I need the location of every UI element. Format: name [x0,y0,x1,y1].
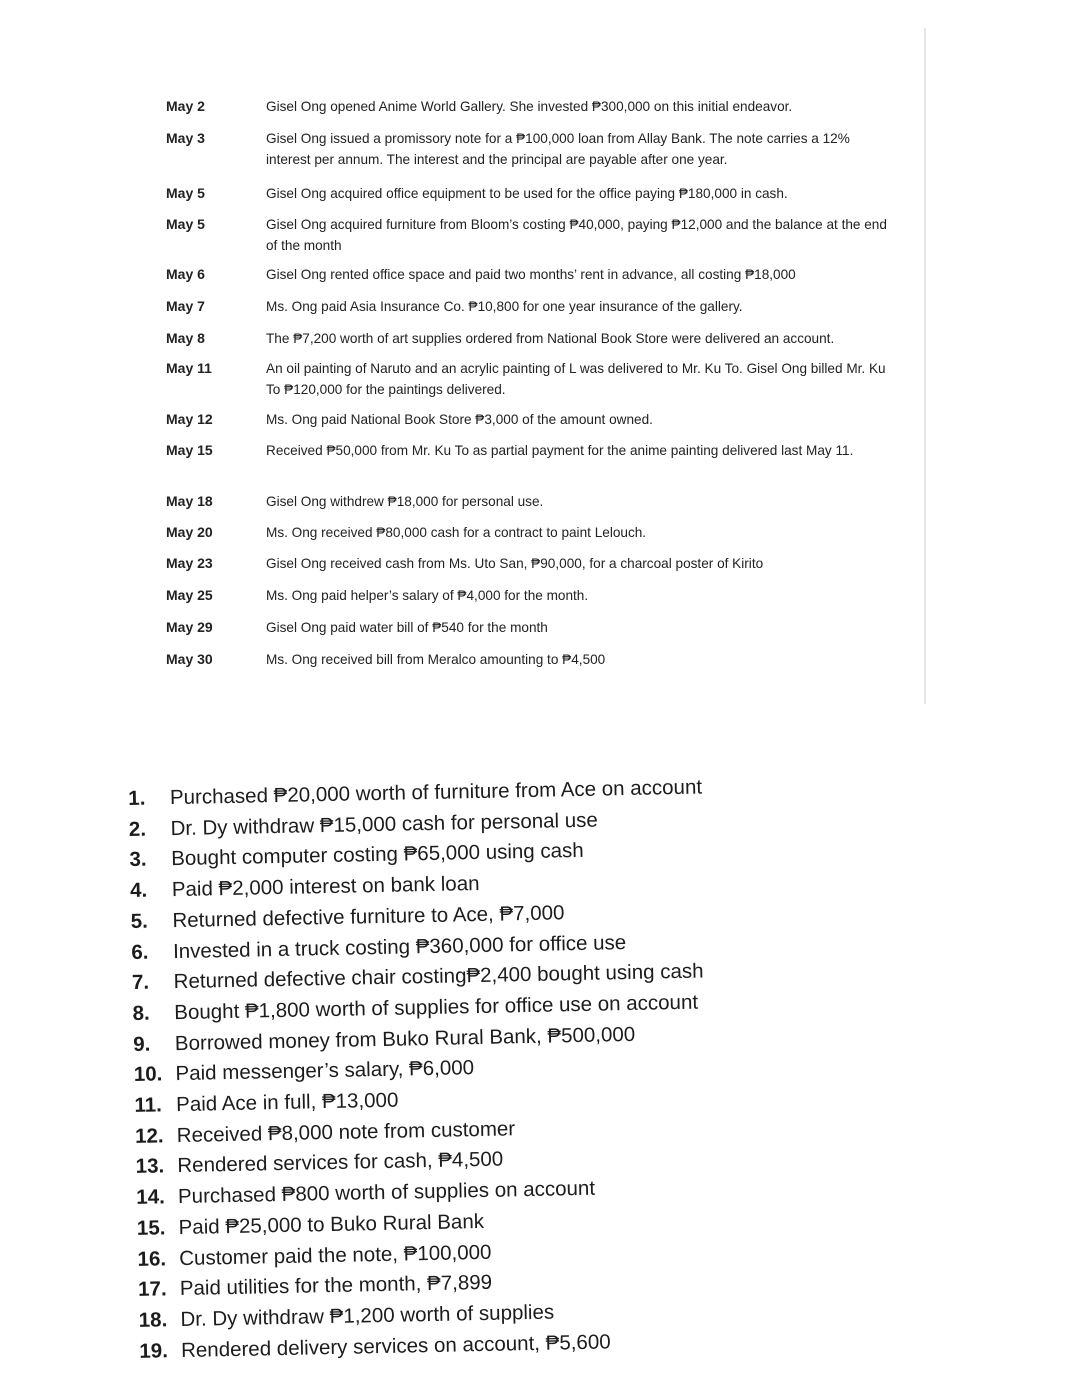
transaction-description: Received ₱50,000 from Mr. Ku To as partial payment for the anime painting delivered last May 11. [266,443,854,458]
list-item-text: Paid messenger’s salary, ₱6,000 [175,1056,475,1086]
list-item-number: 1. [128,786,146,810]
list-item-text: Borrowed money from Buko Rural Bank, ₱500,000 [174,1022,636,1055]
list-item-text: Rendered services for cash, ₱4,500 [177,1147,504,1178]
list-item-number: 11. [134,1093,163,1117]
transaction-date: May 5 [166,216,205,232]
list-item-text: Purchased ₱20,000 worth of furniture from Ace on account [169,775,703,810]
transaction-description: Gisel Ong rented office space and paid two months’ rent in advance, all costing ₱18,000 [266,267,796,282]
list-item-text: Invested in a truck costing ₱360,000 for office use [172,930,627,963]
transaction-row [166,264,896,296]
transaction-date: May 12 [166,411,213,427]
transaction-row [166,358,896,409]
list-item-number: 13. [135,1154,165,1179]
list-item-text: Received ₱8,000 note from customer [176,1117,516,1147]
transaction-date: May 29 [166,619,213,635]
list-item-text: Paid utilities for the month, ₱7,899 [179,1271,493,1301]
transaction-description: Gisel Ong withdrew ₱18,000 for personal use. [266,494,544,509]
list-item-text: Bought ₱1,800 worth of supplies for office use on account [174,990,699,1025]
transaction-date: May 11 [166,360,212,376]
transaction-date: May 15 [166,442,213,458]
transaction-row [166,328,896,358]
numbered-transaction-list [128,771,780,1367]
transaction-description: Ms. Ong paid helper’s salary of ₱4,000 for the month. [266,588,589,603]
list-item-text: Paid ₱25,000 to Buko Rural Bank [178,1209,485,1239]
transaction-date: May 20 [166,524,213,540]
transaction-date: May 25 [166,587,213,603]
transaction-date: May 30 [166,651,213,667]
list-item-number: 2. [128,817,147,841]
transaction-date: May 7 [166,298,205,314]
list-item-number: 10. [133,1062,163,1087]
list-item-number: 4. [129,878,148,903]
transaction-row [166,440,896,491]
list-item-number: 19. [139,1338,169,1363]
transaction-row [166,409,896,440]
list-item-text: Purchased ₱800 worth of supplies on account [177,1176,596,1209]
list-item-text: Bought computer costing ₱65,000 using cash [170,839,584,871]
transaction-row [166,491,896,522]
list-item-number: 15. [136,1216,166,1240]
list-item-number: 9. [132,1032,151,1056]
transaction-description: Gisel Ong paid water bill of ₱540 for the month [266,620,548,635]
transaction-date: May 2 [166,98,205,114]
list-item-text: Dr. Dy withdraw ₱15,000 cash for personal use [170,808,599,840]
list-item-number: 6. [131,940,149,964]
transaction-description: Gisel Ong received cash from Ms. Uto San, ₱90,000, for a charcoal poster of Kirito [266,556,764,571]
transaction-description: Ms. Ong paid Asia Insurance Co. ₱10,800 for one year insurance of the gallery. [266,299,743,314]
transaction-description: Gisel Ong opened Anime World Gallery. She invested ₱300,000 on this initial endeavor. [266,99,793,114]
list-item-text: Rendered delivery services on account, ₱5,600 [180,1330,611,1362]
transaction-row [166,183,896,214]
transaction-description: Ms. Ong paid National Book Store ₱3,000 of the amount owned. [266,412,653,427]
transaction-date: May 18 [166,493,213,509]
transaction-date: May 5 [166,185,205,201]
list-item-number: 8. [132,1001,150,1025]
page-edge-divider [924,28,926,704]
transaction-row [166,585,896,617]
list-item-number: 16. [137,1246,167,1271]
list-item-number: 12. [134,1124,164,1148]
transaction-description: The ₱7,200 worth of art supplies ordered from National Book Store were delivered an account. [266,331,835,346]
transaction-description: Ms. Ong received bill from Meralco amounting to ₱4,500 [266,652,606,667]
transaction-row [166,214,896,264]
transaction-description: Gisel Ong acquired office equipment to be used for the office paying ₱180,000 in cash. [266,186,788,201]
list-item-text: Returned defective chair costing₱2,400 bought using cash [173,959,704,994]
transactions-table [166,96,896,681]
transaction-row [166,128,896,183]
transaction-date: May 23 [166,555,213,571]
list-item-text: Customer paid the note, ₱100,000 [178,1240,492,1270]
transaction-row [166,296,896,328]
transaction-description: Gisel Ong acquired furniture from Bloom’s costing ₱40,000, paying ₱12,000 and the balance at the end of the month [266,217,887,253]
list-item-number: 5. [130,909,149,933]
list-item-number: 3. [129,848,147,872]
transaction-description: An oil painting of Naruto and an acrylic painting of L was delivered to Mr. Ku To. Gisel Ong billed Mr. Ku To ₱120,000 for the paintings delivered. [266,361,886,397]
transaction-description: Gisel Ong issued a promissory note for a ₱100,000 loan from Allay Bank. The note carries a 12% interest per annum. The interest and the principal are payable after one year. [266,131,850,167]
transaction-date: May 6 [166,266,205,282]
transaction-row [166,553,896,585]
transaction-date: May 3 [166,130,205,146]
list-item-number: 7. [131,970,150,995]
list-item-text: Paid Ace in full, ₱13,000 [175,1088,399,1117]
list-item-text: Paid ₱2,000 interest on bank loan [171,872,480,902]
transaction-row [166,617,896,649]
list-item-text: Dr. Dy withdraw ₱1,200 worth of supplies [180,1300,555,1332]
list-item-number: 18. [138,1308,168,1332]
list-item-text: Returned defective furniture to Ace, ₱7,000 [172,901,565,932]
transaction-date: May 8 [166,330,205,346]
transaction-row [166,96,896,128]
list-item-number: 17. [137,1277,167,1302]
list-item-number: 14. [136,1185,166,1210]
transaction-description: Ms. Ong received ₱80,000 cash for a contract to paint Lelouch. [266,525,647,540]
transaction-row [166,522,896,553]
transaction-row [166,649,896,681]
